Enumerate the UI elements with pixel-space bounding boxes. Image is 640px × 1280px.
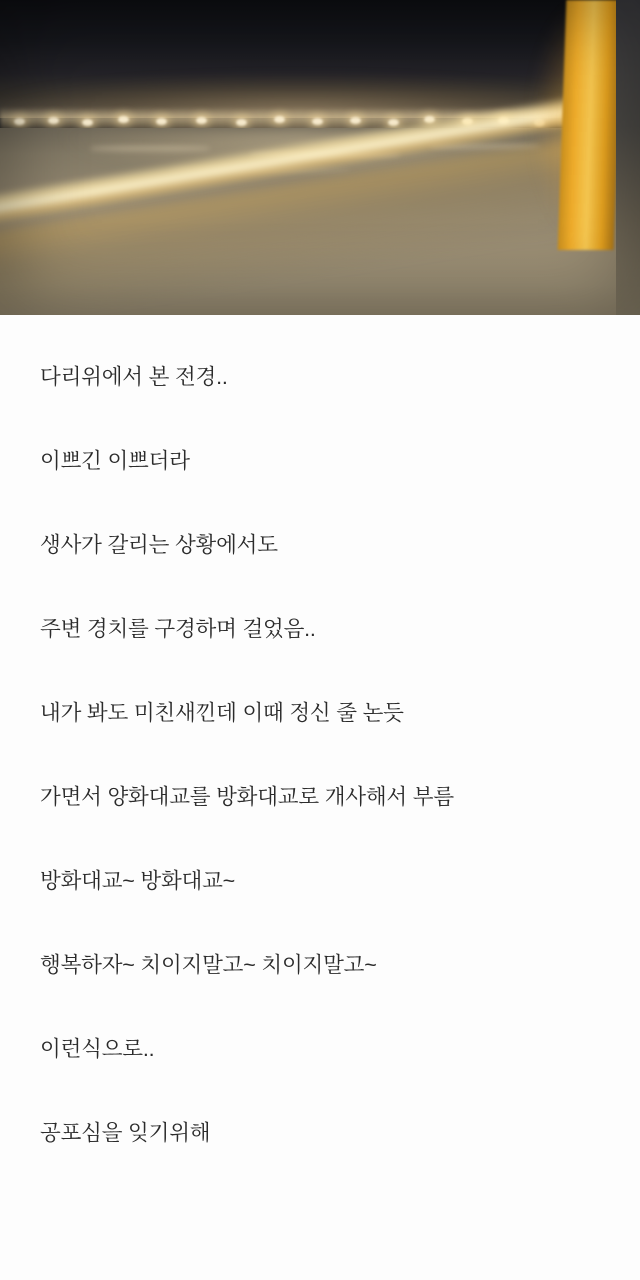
right-edge-structure	[616, 0, 640, 315]
text-line: 내가 봐도 미친새낀데 이때 정신 줄 논듯	[40, 701, 404, 726]
text-line: 행복하자~ 치이지말고~ 치이지말고~	[40, 953, 377, 978]
text-line: 주변 경치를 구경하며 걸었음..	[40, 617, 316, 642]
water-streak	[90, 146, 210, 151]
night-view-from-bridge-photo	[0, 0, 640, 315]
text-line: 가면서 양화대교를 방화대교로 개사해서 부름	[40, 785, 454, 810]
post-text-body	[0, 315, 640, 1148]
text-line: 방화대교~ 방화대교~	[40, 869, 236, 894]
text-line: 다리위에서 본 전경..	[40, 365, 228, 389]
text-line: 공포심을 잊기위해	[40, 1121, 211, 1146]
orange-bridge-post	[558, 0, 623, 250]
text-line: 이런식으로..	[40, 1037, 155, 1062]
text-line: 생사가 갈리는 상황에서도	[40, 533, 278, 558]
text-line: 이쁘긴 이쁘더라	[40, 449, 190, 474]
